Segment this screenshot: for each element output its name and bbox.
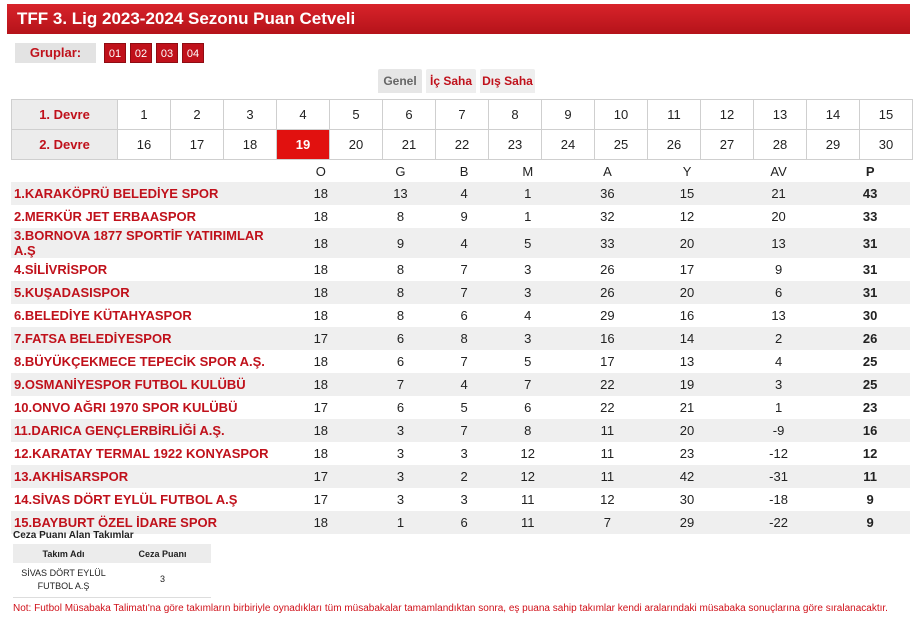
goals-for-cell: 33 [568,228,648,258]
goals-against-cell: 12 [647,205,727,228]
table-row [11,465,910,488]
played-cell: 18 [281,511,361,534]
played-cell: 18 [281,419,361,442]
goals-for-cell: 22 [568,373,648,396]
week-button-12[interactable]: 12 [701,100,754,130]
standings-table [11,160,910,534]
week-selector [11,99,913,160]
week-button-20[interactable]: 20 [330,130,383,160]
lost-cell: 11 [488,511,568,534]
header-drawn: B [459,163,469,179]
goal-difference-cell: 20 [727,205,830,228]
goals-for-cell: 26 [568,281,648,304]
goals-against-cell: 42 [647,465,727,488]
drawn-cell: 4 [440,228,488,258]
goals-for-cell: 36 [568,182,648,205]
goals-for-cell: 11 [568,465,648,488]
penalty-points-cell: 3 [114,563,211,597]
penalty-title: Ceza Puanı Alan Takımlar [13,530,134,541]
week-button-16[interactable]: 16 [118,130,171,160]
second-half-row [12,130,913,160]
table-row [11,304,910,327]
goals-against-cell: 14 [647,327,727,350]
penalty-header-team: Takım Adı [13,544,114,563]
played-cell: 17 [281,396,361,419]
lost-cell: 12 [488,465,568,488]
drawn-cell: 7 [440,419,488,442]
table-row [11,511,910,534]
goal-difference-cell: -9 [727,419,830,442]
points-cell: 23 [830,396,910,419]
week-button-27[interactable]: 27 [701,130,754,160]
goals-against-cell: 23 [647,442,727,465]
week-button-4[interactable]: 4 [277,100,330,130]
table-row [11,281,910,304]
week-button-10[interactable]: 10 [595,100,648,130]
penalty-team-line2: FUTBOL A.Ş [37,580,90,591]
won-cell: 6 [361,327,441,350]
group-button-03[interactable]: 03 [156,43,178,63]
week-button-13[interactable]: 13 [754,100,807,130]
penalty-team-line1: SİVAS DÖRT EYLÜL [21,567,106,578]
footnote: Not: Futbol Müsabaka Talimatı'na göre takımların birbiriyle oynadıkları tüm müsabakalar tamamlandıktan sonra, eş puana sahip takımlar kendi aralarındaki müsabaka sonuçlarına göre sıralanacaktır. [13,603,888,614]
table-row [11,350,910,373]
goals-against-cell: 20 [647,228,727,258]
goal-difference-cell: 3 [727,373,830,396]
won-cell: 1 [361,511,441,534]
drawn-cell: 6 [440,304,488,327]
header-team [11,160,281,182]
team-name-cell[interactable]: 8.BÜYÜKÇEKMECE TEPECİK SPOR A.Ş. [11,350,281,373]
week-button-8[interactable]: 8 [489,100,542,130]
week-button-5[interactable]: 5 [330,100,383,130]
won-cell: 8 [361,258,441,281]
week-button-26[interactable]: 26 [648,130,701,160]
team-name-cell[interactable]: 1.KARAKÖPRÜ BELEDİYE SPOR [11,182,281,205]
drawn-cell: 6 [440,511,488,534]
tab-genel[interactable]: Genel [378,69,422,93]
goals-for-cell: 22 [568,396,648,419]
team-name-cell[interactable]: 9.OSMANİYESPOR FUTBOL KULÜBÜ [11,373,281,396]
points-cell: 26 [830,327,910,350]
goal-difference-cell: 2 [727,327,830,350]
points-cell: 25 [830,373,910,396]
team-name-cell[interactable]: 13.AKHİSARSPOR [11,465,281,488]
goal-difference-cell: -31 [727,465,830,488]
week-button-1[interactable]: 1 [118,100,171,130]
group-button-01[interactable]: 01 [104,43,126,63]
played-cell: 18 [281,182,361,205]
week-button-17[interactable]: 17 [171,130,224,160]
goal-difference-cell: 13 [727,304,830,327]
week-button-22[interactable]: 22 [436,130,489,160]
drawn-cell: 7 [440,350,488,373]
goal-difference-cell: 21 [727,182,830,205]
points-cell: 31 [830,281,910,304]
week-button-15[interactable]: 15 [860,100,913,130]
won-cell: 8 [361,304,441,327]
drawn-cell: 3 [440,488,488,511]
drawn-cell: 5 [440,396,488,419]
points-cell: 11 [830,465,910,488]
points-cell: 25 [830,350,910,373]
goals-against-cell: 30 [647,488,727,511]
team-name-cell[interactable]: 6.BELEDİYE KÜTAHYASPOR [11,304,281,327]
points-cell: 9 [830,488,910,511]
goal-difference-cell: 9 [727,258,830,281]
lost-cell: 7 [488,373,568,396]
won-cell: 9 [361,228,441,258]
won-cell: 3 [361,419,441,442]
week-button-11[interactable]: 11 [648,100,701,130]
won-cell: 3 [361,465,441,488]
goals-for-cell: 7 [568,511,648,534]
penalty-team-cell [13,563,114,597]
won-cell: 3 [361,442,441,465]
week-button-19[interactable]: 19 [277,130,330,160]
points-cell: 9 [830,511,910,534]
group-button-04[interactable]: 04 [182,43,204,63]
lost-cell: 12 [488,442,568,465]
goal-difference-cell: -12 [727,442,830,465]
won-cell: 7 [361,373,441,396]
drawn-cell: 3 [440,442,488,465]
team-name-cell[interactable]: 10.ONVO AĞRI 1970 SPOR KULÜBÜ [11,396,281,419]
goals-against-cell: 29 [647,511,727,534]
table-row [11,396,910,419]
first-half-row [12,100,913,130]
team-name-cell[interactable]: 5.KUŞADASISPOR [11,281,281,304]
lost-cell: 3 [488,258,568,281]
points-cell: 31 [830,258,910,281]
goal-difference-cell: 6 [727,281,830,304]
points-cell: 43 [830,182,910,205]
week-button-29[interactable]: 29 [807,130,860,160]
drawn-cell: 7 [440,258,488,281]
goals-against-cell: 16 [647,304,727,327]
table-row [11,419,910,442]
table-row [11,258,910,281]
goal-difference-cell: 13 [727,228,830,258]
goals-for-cell: 17 [568,350,648,373]
header-played: O [315,163,326,179]
drawn-cell: 9 [440,205,488,228]
week-button-9[interactable]: 9 [542,100,595,130]
header-goals-for: A [603,163,612,179]
team-name-cell[interactable]: 3.BORNOVA 1877 SPORTİF YATIRIMLAR A.Ş [11,228,281,258]
drawn-cell: 4 [440,373,488,396]
goals-against-cell: 19 [647,373,727,396]
goals-for-cell: 32 [568,205,648,228]
played-cell: 18 [281,258,361,281]
week-button-25[interactable]: 25 [595,130,648,160]
goal-difference-cell: 4 [727,350,830,373]
goals-against-cell: 21 [647,396,727,419]
week-button-2[interactable]: 2 [171,100,224,130]
played-cell: 18 [281,442,361,465]
week-button-3[interactable]: 3 [224,100,277,130]
table-row [11,205,910,228]
lost-cell: 8 [488,419,568,442]
goals-against-cell: 15 [647,182,727,205]
played-cell: 17 [281,327,361,350]
drawn-cell: 2 [440,465,488,488]
lost-cell: 1 [488,182,568,205]
played-cell: 17 [281,465,361,488]
goals-against-cell: 20 [647,281,727,304]
goals-for-cell: 16 [568,327,648,350]
goals-against-cell: 13 [647,350,727,373]
won-cell: 6 [361,350,441,373]
played-cell: 18 [281,304,361,327]
table-row [11,442,910,465]
table-row [11,182,910,205]
header-lost: M [522,163,534,179]
goals-for-cell: 11 [568,442,648,465]
points-cell: 16 [830,419,910,442]
week-button-23[interactable]: 23 [489,130,542,160]
won-cell: 3 [361,488,441,511]
first-half-label: 1. Devre [12,100,118,130]
lost-cell: 11 [488,488,568,511]
drawn-cell: 8 [440,327,488,350]
penalty-header-points: Ceza Puanı [114,544,211,563]
week-button-21[interactable]: 21 [383,130,436,160]
week-button-18[interactable]: 18 [224,130,277,160]
lost-cell: 3 [488,281,568,304]
goal-difference-cell: 1 [727,396,830,419]
team-name-cell[interactable]: 2.MERKÜR JET ERBAASPOR [11,205,281,228]
team-name-cell[interactable]: 4.SİLİVRİSPOR [11,258,281,281]
goals-against-cell: 17 [647,258,727,281]
goals-for-cell: 26 [568,258,648,281]
second-half-label: 2. Devre [12,130,118,160]
won-cell: 6 [361,396,441,419]
won-cell: 8 [361,281,441,304]
week-button-24[interactable]: 24 [542,130,595,160]
points-cell: 30 [830,304,910,327]
played-cell: 17 [281,488,361,511]
goal-difference-cell: -22 [727,511,830,534]
group-button-02[interactable]: 02 [130,43,152,63]
venue-tabs [378,69,539,93]
team-name-cell[interactable]: 12.KARATAY TERMAL 1922 KONYASPOR [11,442,281,465]
drawn-cell: 4 [440,182,488,205]
lost-cell: 1 [488,205,568,228]
standings-header-row [11,160,910,182]
won-cell: 8 [361,205,441,228]
penalty-row [13,563,211,597]
team-name-cell[interactable]: 14.SİVAS DÖRT EYLÜL FUTBOL A.Ş [11,488,281,511]
groups-selector [15,43,204,63]
header-won: G [395,163,406,179]
points-cell: 33 [830,205,910,228]
goals-for-cell: 11 [568,419,648,442]
team-name-cell[interactable]: 7.FATSA BELEDİYESPOR [11,327,281,350]
drawn-cell: 7 [440,281,488,304]
goal-difference-cell: -18 [727,488,830,511]
goals-for-cell: 29 [568,304,648,327]
goals-against-cell: 20 [647,419,727,442]
lost-cell: 5 [488,228,568,258]
lost-cell: 5 [488,350,568,373]
table-row [11,327,910,350]
penalty-table [13,544,211,598]
points-cell: 31 [830,228,910,258]
table-row [11,228,910,258]
week-button-6[interactable]: 6 [383,100,436,130]
header-goal-difference: AV [770,163,787,179]
lost-cell: 4 [488,304,568,327]
table-row [11,373,910,396]
groups-label: Gruplar: [15,43,96,63]
played-cell: 18 [281,205,361,228]
team-name-cell[interactable]: 15.BAYBURT ÖZEL İDARE SPOR [11,511,281,534]
table-row [11,488,910,511]
tab-ic-saha[interactable]: İç Saha [426,69,476,93]
tab-dis-saha[interactable]: Dış Saha [480,69,535,93]
played-cell: 18 [281,350,361,373]
page-title: TFF 3. Lig 2023-2024 Sezonu Puan Cetveli [7,4,910,34]
week-button-14[interactable]: 14 [807,100,860,130]
lost-cell: 6 [488,396,568,419]
header-goals-against: Y [682,163,692,179]
header-points: P [865,163,875,179]
week-button-30[interactable]: 30 [860,130,913,160]
goals-for-cell: 12 [568,488,648,511]
played-cell: 18 [281,228,361,258]
lost-cell: 3 [488,327,568,350]
won-cell: 13 [361,182,441,205]
team-name-cell[interactable]: 11.DARICA GENÇLERBİRLİĞİ A.Ş. [11,419,281,442]
played-cell: 18 [281,281,361,304]
points-cell: 12 [830,442,910,465]
played-cell: 18 [281,373,361,396]
week-button-28[interactable]: 28 [754,130,807,160]
week-button-7[interactable]: 7 [436,100,489,130]
